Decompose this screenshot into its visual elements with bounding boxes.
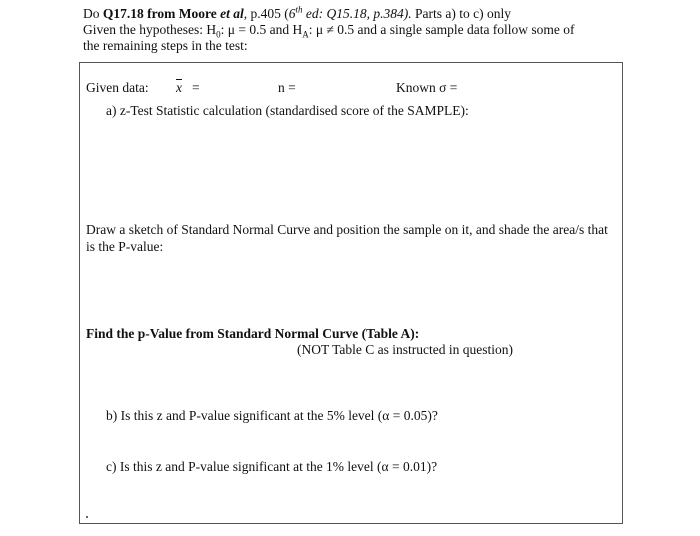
header-question-ref: Q17.18 from Moore: [102, 6, 221, 21]
header-edition-rest: ed: Q15.18, p.384).: [302, 6, 412, 21]
header-line-3: the remaining steps in the test:: [83, 38, 248, 53]
h0-subscript: 0: [216, 29, 221, 40]
sketch-instruction: Draw a sketch of Standard Normal Curve and position the sample on it, and shade the area/s that is the P-value:: [86, 222, 608, 254]
stray-dot: [86, 516, 88, 518]
given-data-label: Given data:: [86, 80, 149, 95]
sample-mean-symbol: $\overline{x}$: [176, 80, 182, 95]
question-a: a) z-Test Statistic calculation (standardised score of the SAMPLE):: [106, 103, 469, 118]
header-page: , p.405 (: [243, 6, 289, 21]
header-line-1: [83, 6, 663, 22]
sample-size-label: n =: [278, 80, 296, 95]
ha-subscript: A: [302, 29, 309, 40]
question-b: b) Is this z and P-value significant at the 5% level (α = 0.05)?: [106, 408, 438, 423]
find-p-value-heading: Find the p-Value from Standard Normal Curve (Table A):: [86, 326, 420, 341]
h0-text: : μ = 0.5 and H: [220, 22, 303, 37]
known-sigma-label: Known σ =: [396, 80, 458, 95]
given-data-row: [86, 80, 616, 98]
header-do: Do: [83, 6, 103, 21]
question-header: [83, 6, 663, 54]
sample-mean-equals: =: [192, 80, 200, 95]
answer-box: [79, 62, 623, 524]
header-et-al: et al: [220, 6, 244, 21]
hypothesis-intro: Given the hypotheses: H: [83, 22, 217, 37]
not-table-c-note: (NOT Table C as instructed in question): [297, 342, 514, 357]
header-parts: Parts a) to c) only: [411, 6, 511, 21]
header-edition-sup: th: [295, 4, 303, 15]
header-edition-num: 6: [288, 6, 296, 21]
ha-text: : μ ≠ 0.5 and a single sample data follow some of: [308, 22, 575, 37]
question-c: c) Is this z and P-value significant at the 1% level (α = 0.01)?: [106, 459, 438, 474]
header-line-2: [83, 22, 663, 38]
